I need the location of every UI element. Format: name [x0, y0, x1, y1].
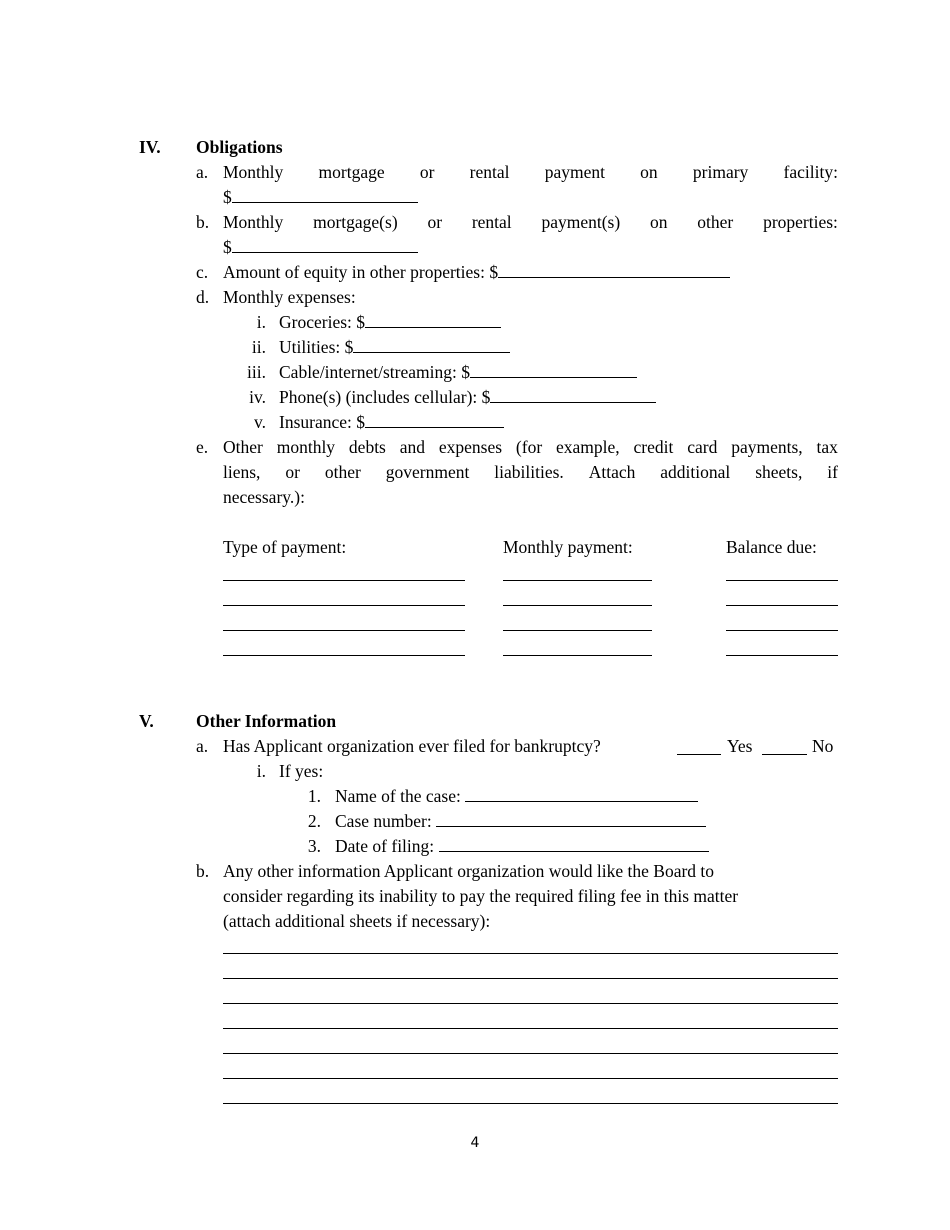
phone-input[interactable] — [490, 385, 656, 403]
expense-marker: iii. — [247, 362, 266, 382]
item-v-a-marker: a. — [196, 736, 209, 756]
expense-phone — [279, 385, 656, 410]
item-iv-e-marker: e. — [196, 437, 209, 457]
expense-marker: iv. — [249, 387, 266, 407]
word: rental — [471, 212, 512, 232]
word: liens, — [223, 462, 261, 482]
utilities-input[interactable] — [353, 335, 510, 353]
word: facility: — [783, 162, 838, 182]
word: Attach — [588, 462, 636, 482]
item-iv-e-line1 — [223, 435, 838, 460]
word: (for — [515, 437, 543, 457]
word: on — [650, 212, 668, 232]
expense-label: Groceries: $ — [279, 312, 366, 332]
debt-monthly-blank[interactable] — [503, 580, 652, 581]
word: Monthly — [223, 212, 284, 232]
word: credit — [633, 437, 674, 457]
word: and — [399, 437, 426, 457]
bankruptcy-yes-label: Yes — [727, 736, 753, 756]
dollar-sign: $ — [223, 187, 232, 207]
groceries-input[interactable] — [365, 310, 501, 328]
expense-groceries — [279, 310, 501, 335]
word: rental — [469, 162, 510, 182]
bankruptcy-no-label: No — [812, 736, 834, 756]
expense-utilities — [279, 335, 510, 360]
word: monthly — [276, 437, 336, 457]
expense-marker: v. — [254, 412, 266, 432]
bankruptcy-yes-blank[interactable] — [677, 754, 721, 755]
item-iv-e-line2 — [223, 460, 838, 485]
item-iv-c — [223, 260, 730, 285]
word: payment(s) — [541, 212, 621, 232]
item-v-b-line: consider regarding its inability to pay the required filing fee in this matter — [223, 886, 739, 906]
word: if — [827, 462, 838, 482]
debt-type-blank[interactable] — [223, 580, 465, 581]
item-iv-a-answer — [223, 185, 418, 210]
item-iv-a-label — [223, 160, 838, 185]
item-iv-d-label: Monthly expenses: — [223, 287, 356, 307]
item-iv-c-marker: c. — [196, 262, 209, 282]
item-iv-c-label: Amount of equity in other properties: $ — [223, 262, 499, 282]
section-v-title: Other Information — [196, 711, 337, 731]
case-item-marker: 3. — [307, 836, 321, 856]
debt-monthly-blank[interactable] — [503, 630, 652, 631]
debt-balance-blank[interactable] — [726, 630, 838, 631]
debt-balance-blank[interactable] — [726, 655, 838, 656]
column-header-balance: Balance due: — [726, 537, 817, 557]
debt-balance-blank[interactable] — [726, 580, 838, 581]
expense-cable — [279, 360, 637, 385]
section-iv-numeral: IV. — [139, 137, 161, 157]
column-header-monthly: Monthly payment: — [503, 537, 633, 557]
additional-info-line[interactable] — [223, 1053, 838, 1054]
word: liabilities. — [494, 462, 564, 482]
case-date — [335, 834, 709, 859]
word: or — [419, 162, 435, 182]
case-name-input[interactable] — [465, 784, 698, 802]
item-v-b-line: Any other information Applicant organization would like the Board to — [223, 861, 715, 881]
word: other — [697, 212, 734, 232]
bankruptcy-no-blank[interactable] — [762, 754, 807, 755]
word: or — [285, 462, 300, 482]
word: payments, — [731, 437, 803, 457]
item-v-b-line: (attach additional sheets if necessary): — [223, 911, 491, 931]
word: Other — [223, 437, 263, 457]
case-item-marker: 1. — [307, 786, 321, 806]
insurance-input[interactable] — [365, 410, 504, 428]
word: government — [385, 462, 470, 482]
additional-info-line[interactable] — [223, 1078, 838, 1079]
debt-balance-blank[interactable] — [726, 605, 838, 606]
word: expenses — [438, 437, 503, 457]
additional-info-line[interactable] — [223, 1103, 838, 1104]
expense-label: Phone(s) (includes cellular): $ — [279, 387, 491, 407]
word: properties: — [763, 212, 838, 232]
word: on — [640, 162, 658, 182]
page-number: 4 — [470, 1135, 480, 1151]
expense-marker: ii. — [251, 337, 266, 357]
expense-label: Insurance: $ — [279, 412, 366, 432]
case-number-label: Case number: — [335, 811, 432, 831]
column-header-type: Type of payment: — [223, 537, 347, 557]
expense-insurance — [279, 410, 504, 435]
mortgage-primary-input[interactable] — [232, 185, 418, 203]
item-iv-e-line3: necessary.): — [223, 487, 305, 507]
if-yes-marker: i. — [256, 761, 266, 781]
equity-other-input[interactable] — [498, 260, 730, 278]
additional-info-line[interactable] — [223, 1028, 838, 1029]
case-date-label: Date of filing: — [335, 836, 435, 856]
word: or — [427, 212, 443, 232]
word: mortgage — [318, 162, 385, 182]
section-v-numeral: V. — [139, 711, 154, 731]
debt-type-blank[interactable] — [223, 630, 465, 631]
word: sheets, — [755, 462, 803, 482]
expense-label: Utilities: $ — [279, 337, 354, 357]
additional-info-line[interactable] — [223, 978, 838, 979]
word: example, — [556, 437, 620, 457]
case-name — [335, 784, 698, 809]
debt-monthly-blank[interactable] — [503, 605, 652, 606]
dollar-sign: $ — [223, 237, 232, 257]
item-v-b-marker: b. — [196, 861, 210, 881]
word: other — [324, 462, 361, 482]
additional-info-line[interactable] — [223, 1003, 838, 1004]
item-iv-b-label — [223, 210, 838, 235]
if-yes-label: If yes: — [279, 761, 324, 781]
additional-info-line[interactable] — [223, 953, 838, 954]
word: primary — [692, 162, 749, 182]
case-item-marker: 2. — [307, 811, 321, 831]
case-number — [335, 809, 706, 834]
word: debts — [348, 437, 386, 457]
word: card — [687, 437, 718, 457]
word: additional — [660, 462, 731, 482]
expense-label: Cable/internet/streaming: $ — [279, 362, 470, 382]
expense-marker: i. — [256, 312, 266, 332]
cable-input[interactable] — [470, 360, 637, 378]
bankruptcy-question: Has Applicant organization ever filed for bankruptcy? — [223, 736, 601, 756]
case-number-input[interactable] — [436, 809, 706, 827]
case-name-label: Name of the case: — [335, 786, 461, 806]
word: mortgage(s) — [313, 212, 398, 232]
item-iv-d-marker: d. — [196, 287, 210, 307]
word: Monthly — [223, 162, 284, 182]
item-iv-a-marker: a. — [196, 162, 209, 182]
item-iv-b-answer — [223, 235, 418, 260]
word: tax — [816, 437, 838, 457]
word: payment — [544, 162, 605, 182]
debt-type-blank[interactable] — [223, 605, 465, 606]
section-iv-title: Obligations — [196, 137, 283, 157]
debt-monthly-blank[interactable] — [503, 655, 652, 656]
debt-type-blank[interactable] — [223, 655, 465, 656]
case-date-input[interactable] — [439, 834, 709, 852]
item-iv-b-marker: b. — [196, 212, 210, 232]
mortgage-other-input[interactable] — [232, 235, 418, 253]
